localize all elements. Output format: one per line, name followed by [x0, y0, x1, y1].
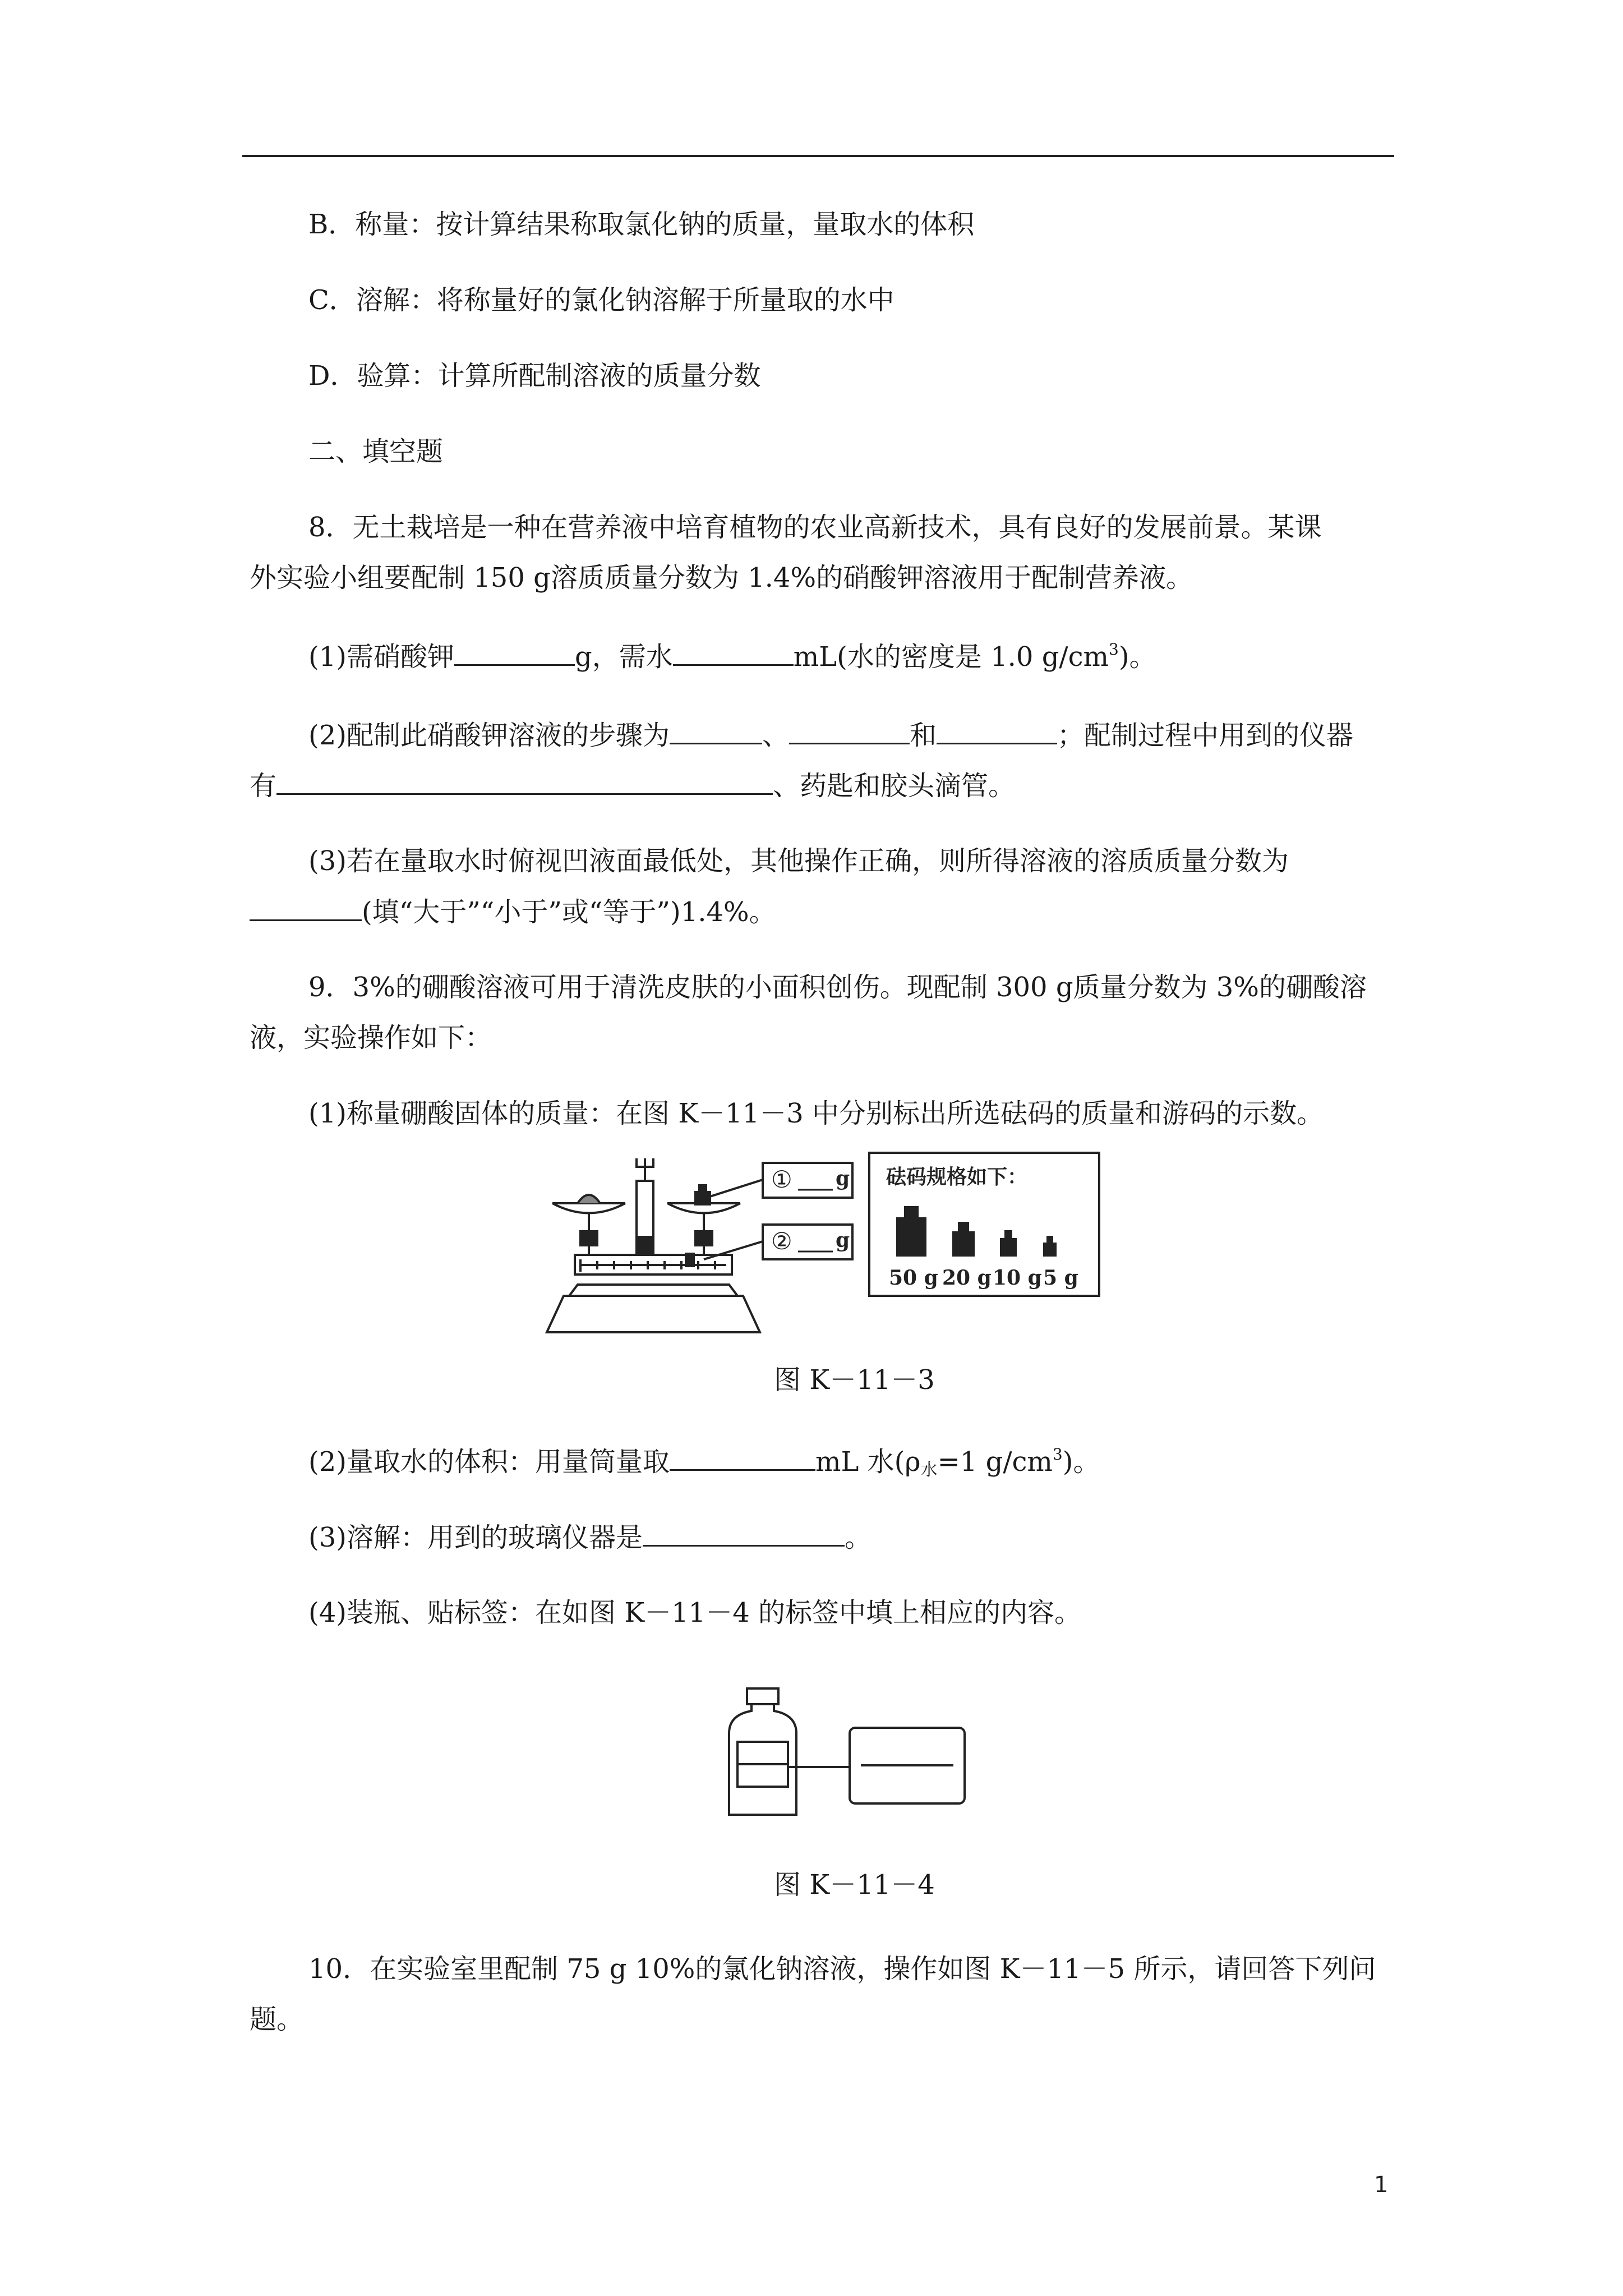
q8p2-text-f: 、药匙和胶头滴管。	[773, 770, 1016, 802]
q9p3-text-b: 。	[845, 1522, 872, 1553]
figure-k11-3-caption: 图 K－11－3	[774, 1364, 935, 1396]
q8p2-text-d: ；配制过程中用到的仪器	[1057, 720, 1354, 751]
q9p2-text-b: mL 水(ρ	[815, 1446, 921, 1478]
box2-circled-number: ②	[771, 1227, 792, 1255]
figure-k11-3	[536, 1147, 1158, 1341]
q9p2-sub: 水	[920, 1460, 938, 1480]
q8p2-blank-instruments[interactable]	[276, 769, 773, 795]
q8-part1	[308, 639, 1156, 674]
box1-circled-number: ①	[771, 1166, 792, 1193]
option-d: D．验算：计算所配制溶液的质量分数	[308, 360, 761, 392]
weight-icons	[896, 1206, 1057, 1257]
q10-line-2: 题。	[250, 2004, 304, 2035]
q8p2-text-b: 、	[762, 720, 790, 751]
q9-part4: (4)装瓶、贴标签：在如图 K－11－4 的标签中填上相应的内容。	[308, 1597, 1081, 1628]
q9p2-blank-volume[interactable]	[670, 1444, 815, 1471]
q8-part3-line-1: (3)若在量取水时俯视凹液面最低处，其他操作正确，则所得溶液的溶质质量分数为	[308, 845, 1289, 877]
q8-part2-line-2	[250, 769, 1015, 803]
option-b: B．称量：按计算结果称取氯化钠的质量，量取水的体积	[308, 209, 975, 240]
page-number: 1	[1374, 2172, 1389, 2198]
q9-part3	[308, 1520, 872, 1554]
q9p3-text-a: (3)溶解：用到的玻璃仪器是	[308, 1522, 643, 1553]
q9p2-text-a: (2)量取水的体积：用量筒量取	[308, 1446, 670, 1478]
q8p1-text-a: (1)需硝酸钾	[308, 641, 454, 673]
q8p1-sup: 3	[1109, 640, 1119, 659]
weight-label-10g: 10 g	[993, 1266, 1042, 1290]
q8-part3-line-2	[250, 895, 776, 929]
q9-line-2: 液，实验操作如下：	[250, 1022, 492, 1053]
q8p1-blank-kno3[interactable]	[454, 639, 575, 666]
q9p2-text-c: =1 g/cm	[937, 1446, 1053, 1478]
q9p2-text-d: )。	[1062, 1446, 1100, 1478]
q8p2-blank-step3[interactable]	[937, 718, 1057, 744]
q8p1-text-c: mL(水的密度是 1.0 g/cm	[793, 641, 1109, 673]
box2-unit: g	[836, 1228, 850, 1252]
q10-line-1: 10．在实验室里配制 75 g 10%的氯化钠溶液，操作如图 K－11－5 所示，请回答下列问	[308, 1953, 1376, 1985]
q8p3-blank-compare[interactable]	[250, 895, 362, 921]
weight-label-20g: 20 g	[942, 1266, 992, 1290]
q8p1-text-b: g，需水	[575, 641, 673, 673]
q8p2-blank-step1[interactable]	[670, 718, 762, 744]
header-rule	[242, 155, 1394, 157]
section-heading-fill-blanks: 二、填空题	[308, 436, 444, 467]
q8p1-blank-water[interactable]	[673, 639, 794, 666]
q9-line-1: 9．3%的硼酸溶液可用于清洗皮肤的小面积创伤。现配制 300 g质量分数为 3%的硼酸溶	[308, 972, 1367, 1003]
box1-unit: g	[836, 1167, 850, 1190]
weight-label-50g: 50 g	[889, 1266, 938, 1290]
q8p2-text-e: 有	[250, 770, 277, 802]
q9-part2	[308, 1444, 1100, 1479]
balance-drawing	[547, 1158, 763, 1332]
q9p3-blank-glassware[interactable]	[643, 1520, 845, 1547]
q8p2-blank-step2[interactable]	[789, 718, 910, 744]
q9-part1: (1)称量硼酸固体的质量：在图 K－11－3 中分别标出所选砝码的质量和游码的示数。	[308, 1098, 1324, 1129]
q8p1-text-d: )。	[1118, 641, 1156, 673]
figure-k11-4	[726, 1686, 973, 1823]
q8p2-text-c: 和	[910, 720, 937, 751]
q9p2-sup: 3	[1052, 1445, 1063, 1464]
q8p3-text: (填“大于”“小于”或“等于”)1.4%。	[362, 896, 776, 928]
q8-part2	[308, 718, 1353, 752]
q8p2-text-a: (2)配制此硝酸钾溶液的步骤为	[308, 720, 670, 751]
figure-k11-4-caption: 图 K－11－4	[774, 1869, 935, 1901]
option-c: C．溶解：将称量好的氯化钠溶解于所量取的水中	[308, 284, 895, 316]
bottle-stopper	[747, 1688, 778, 1704]
bottle-body	[729, 1704, 796, 1815]
weights-title: 砝码规格如下：	[886, 1165, 1028, 1189]
q8-line-2: 外实验小组要配制 150 g溶质质量分数为 1.4%的硝酸钾溶液用于配制营养液。	[250, 562, 1193, 593]
q8-line-1: 8．无土栽培是一种在营养液中培育植物的农业高新技术，具有良好的发展前景。某课	[308, 512, 1322, 543]
weight-label-5g: 5 g	[1043, 1266, 1078, 1290]
